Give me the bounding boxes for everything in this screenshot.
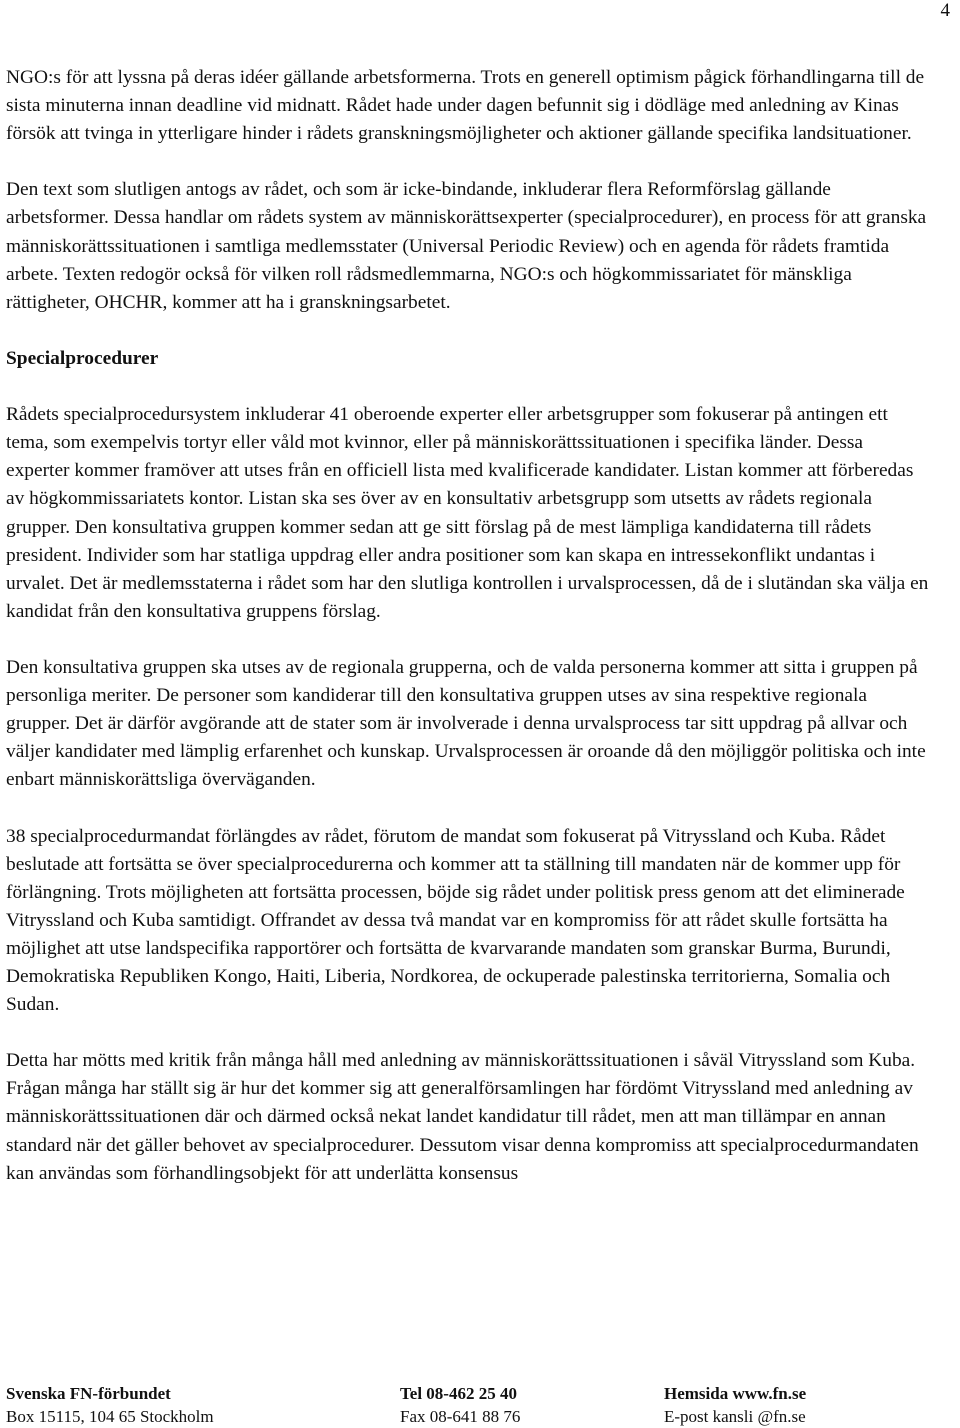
paragraph-mandates-extended: 38 specialprocedurmandat förlängdes av rådet, förutom de mandat som fokuserat på Vitryssland och Kuba. Rådet beslutade att fortsätta se över specialprocedurerna och kommer att ta ställning till mandaten när de kommer upp för förlängning. Trots möjligheten att fortsätta processen, böjde sig rådet under politisk press genom att det eliminerade Vitryssland och Kuba samtidigt. Offrandet av dessa två mandat var en kompromiss för att rådet skulle fortsätta ha möjlighet att utse landspecifika rapportörer och fortsätta de kvarvarande mandaten som granskar Burma, Burundi, Demokratiska Republiken Kongo, Haiti, Liberia, Nordkorea, de ockuperade palestinska territorierna, Somalia och Sudan.	[6, 825, 905, 1016]
paragraph-intro-continuation: NGO:s för att lyssna på deras idéer gällande arbetsformerna. Trots en generell optimism pågick förhandlingarna till de sista minuterna innan deadline vid midnatt. Rådet hade under dagen befunnit sig i dödläge med anledning av Kinas försök att tvinga in ytterligare hinder i rådets granskningsmöjligheter och aktioner gällande specifika landsituationer.	[6, 67, 925, 145]
footer-email: E-post kansli @fn.se	[664, 1407, 806, 1426]
paragraph-adopted-text: Den text som slutligen antogs av rådet, och som är icke-bindande, inkluderar flera Reformförslag gällande arbetsformer. Dessa handlar om rådets system av människorättsexperter (specialprocedurer), en process för att granska människorättssituationen i samtliga medlemsstater (Universal Periodic Review) och en agenda för rådets framtida arbete. Texten redogör också för vilken roll rådsmedlemmarna, NGO:s och högkommissariatet för mänskliga rättigheter, OHCHR, kommer att ha i granskningsarbetet.	[6, 179, 927, 313]
footer-row-bottom	[6, 1405, 946, 1428]
paragraph-consultative-group: Den konsultativa gruppen ska utses av de regionala grupperna, och de valda personerna kommer att sitta i gruppen på personliga meriter. De personer som kandiderar till den konsultativa gruppen utses av sina respektive regionala grupper. Det är därför avgörande att de stater som är involverade i denna urvalsprocess tar sitt uppdrag på allvar och väljer kandidater med lämplig erfarenhet och kunskap. Urvalsprocessen är oroande då den möjliggör politiska och inte enbart människorättsliga överväganden.	[6, 656, 926, 791]
footer-address: Box 15115, 104 65 Stockholm	[6, 1407, 214, 1426]
paragraph-special-procedures-system: Rådets specialprocedursystem inkluderar 41 oberoende experter eller arbetsgrupper som fokuserar på antingen ett tema, som exempelvis tortyr eller våld mot kvinnor, eller på människorättssituationen i specifika länder. Dessa experter kommer framöver att utses från en officiell lista med kvalificerade kandidater. Listan kommer att förberedas av högkommissariatets kontor. Listan ska ses över av en konsultativ arbetsgrupp som utsetts av rådets regionala grupper. Den konsultativa gruppen kommer sedan att ge sitt förslag på de mest lämpliga kandidaterna till rådets president. Individer som har statliga uppdrag eller andra positioner som kan skapa en intressekonflikt undantas i urvalet. Det är medlemsstaterna i rådet som har den slutliga kontrollen i urvalsprocessen, då de i slutändan ska välja en kandidat från den konsultativa gruppens förslag.	[6, 404, 929, 622]
footer-organization: Svenska FN-förbundet	[6, 1384, 171, 1403]
footer-website: Hemsida www.fn.se	[664, 1384, 807, 1403]
page-footer	[6, 1382, 946, 1428]
section-heading: Specialprocedurer	[6, 347, 159, 369]
footer-row-top	[6, 1382, 946, 1405]
page-number: 4	[940, 0, 950, 21]
footer-fax: Fax 08-641 88 76	[400, 1407, 521, 1426]
document-body	[6, 64, 931, 1216]
footer-phone: Tel 08-462 25 40	[400, 1384, 517, 1403]
paragraph-criticism: Detta har mötts med kritik från många håll med anledning av människorättssituationen i såväl Vitryssland som Kuba. Frågan många har ställt sig är hur det kommer sig att generalförsamlingen har fördömt Vitryssland med anledning av människorättssituationen där och därmed också nekat landet kandidatur till rådet, men att man tillämpar en annan standard när det gäller behovet av specialprocedurer. Dessutom visar denna kompromiss att specialprocedurmandaten kan användas som förhandlingsobjekt för att underlätta konsensus	[6, 1050, 919, 1184]
